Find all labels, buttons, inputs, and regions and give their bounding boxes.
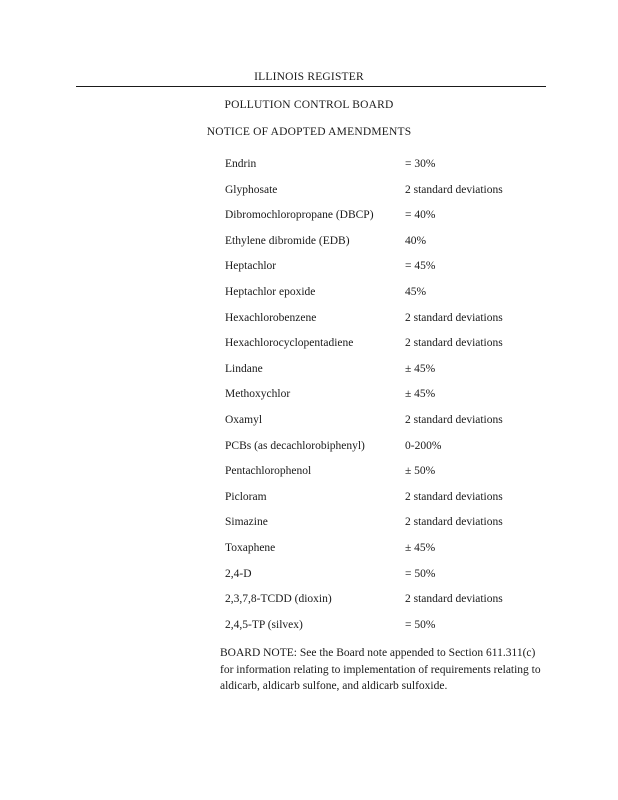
table-row xyxy=(225,567,545,593)
table-row xyxy=(225,464,545,490)
contaminant-name: Glyphosate xyxy=(225,183,278,196)
table-row xyxy=(225,183,545,209)
contaminant-name: 2,4-D xyxy=(225,567,252,580)
contaminant-name: 2,4,5-TP (silvex) xyxy=(225,618,303,631)
acceptance-limit: 2 standard deviations xyxy=(405,593,503,606)
contaminant-name: Heptachlor xyxy=(225,260,277,273)
acceptance-limit: 45% xyxy=(405,285,427,298)
acceptance-limit: 0-200% xyxy=(405,439,442,452)
table-row xyxy=(225,618,545,644)
board-note: BOARD NOTE: See the Board note appended to Section 611.311(c) for information relating to implementation of requirements relating to aldicarb, aldicarb sulfone, and aldicarb sulfoxide. xyxy=(220,647,541,692)
acceptance-limit: = 30% xyxy=(405,158,436,170)
contaminant-name: Picloram xyxy=(225,490,267,503)
table-row xyxy=(225,157,545,183)
table-row xyxy=(225,592,545,618)
contaminant-name: Lindane xyxy=(225,362,263,375)
contaminant-name: Pentachlorophenol xyxy=(225,465,312,478)
table-row xyxy=(225,413,545,439)
table-row xyxy=(225,208,545,234)
acceptance-limit: 2 standard deviations xyxy=(405,183,503,196)
contaminant-name: Heptachlor epoxide xyxy=(225,285,316,298)
table-row xyxy=(225,234,545,260)
contaminant-name: Methoxychlor xyxy=(225,388,291,401)
contaminant-name: Toxaphene xyxy=(225,541,276,554)
acceptance-limit: ± 45% xyxy=(405,388,436,401)
contaminant-name: Hexachlorocyclopentadiene xyxy=(225,337,354,350)
board-name: POLLUTION CONTROL BOARD xyxy=(224,99,394,111)
acceptance-limit: 2 standard deviations xyxy=(405,516,503,529)
contaminant-name: PCBs (as decachlorobiphenyl) xyxy=(225,439,365,452)
acceptance-limit: 40% xyxy=(405,234,427,247)
table-row xyxy=(225,541,545,567)
register-title: ILLINOIS REGISTER xyxy=(254,71,364,83)
contaminant-name: Dibromochloropropane (DBCP) xyxy=(225,209,374,222)
table-row xyxy=(225,259,545,285)
contaminant-name: Endrin xyxy=(225,158,257,170)
contaminant-name: Ethylene dibromide (EDB) xyxy=(225,234,350,247)
acceptance-limit: ± 45% xyxy=(405,541,436,554)
contaminant-name: Simazine xyxy=(225,516,268,529)
contaminant-table xyxy=(225,157,545,643)
table-row xyxy=(225,439,545,465)
table-row xyxy=(225,515,545,541)
acceptance-limit: = 50% xyxy=(405,618,436,631)
table-row xyxy=(225,311,545,337)
acceptance-limit: 2 standard deviations xyxy=(405,311,503,324)
acceptance-limit: ± 45% xyxy=(405,362,436,375)
table-row xyxy=(225,285,545,311)
contaminant-name: 2,3,7,8-TCDD (dioxin) xyxy=(225,593,332,606)
acceptance-limit: 2 standard deviations xyxy=(405,337,503,350)
notice-title: NOTICE OF ADOPTED AMENDMENTS xyxy=(206,126,412,138)
table-row xyxy=(225,490,545,516)
header-rule xyxy=(76,86,546,87)
table-row xyxy=(225,387,545,413)
acceptance-limit: = 45% xyxy=(405,260,436,273)
acceptance-limit: 2 standard deviations xyxy=(405,490,503,503)
acceptance-limit: ± 50% xyxy=(405,465,436,478)
acceptance-limit: = 40% xyxy=(405,209,436,222)
table-row xyxy=(225,336,545,362)
contaminant-name: Oxamyl xyxy=(225,413,263,426)
contaminant-name: Hexachlorobenzene xyxy=(225,311,317,324)
acceptance-limit: 2 standard deviations xyxy=(405,413,503,426)
table-row xyxy=(225,362,545,388)
acceptance-limit: = 50% xyxy=(405,567,436,580)
